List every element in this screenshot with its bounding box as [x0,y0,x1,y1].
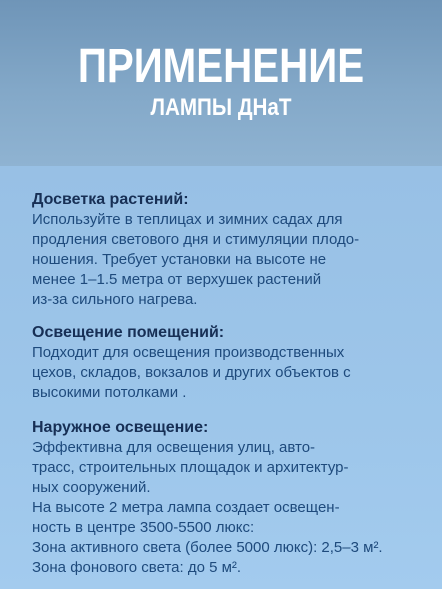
body-line: ных сооружений. [32,479,151,496]
body-line: На высоте 2 метра лампа создает освещен- [32,499,340,516]
section-title: Досветка растений: [32,191,189,208]
page-title: ПРИМЕНЕНИЕ [77,40,365,93]
section-body [32,438,413,578]
body-line: менее 1–1.5 метра от верхушек растений [32,271,322,288]
page-subtitle: ЛАМПЫ ДНаТ [150,94,292,121]
section-body [32,210,413,310]
body-line: Зона фонового света: до 5 м². [32,559,242,576]
header-banner [0,0,442,166]
body-line: Подходит для освещения производственных [32,344,345,361]
body-line: ношения. Требует установки на высоте не [32,251,327,268]
body-line: Эффективна для освещения улиц, авто- [32,439,316,456]
body-line: трасс, строительных площадок и архитектур- [32,459,349,476]
section-title: Освещение помещений: [32,324,225,341]
body-line: из-за сильного нагрева. [32,291,198,308]
section-title: Наружное освещение: [32,419,209,436]
section-plant-lighting [32,190,413,310]
body-line: Используйте в теплицах и зимних садах для [32,211,343,228]
body-line: высокими потолками . [32,384,187,401]
body-line: продления светового дня и стимуляции плодо- [32,231,360,248]
section-outdoor-lighting [32,418,413,578]
body-line: Зона активного света (более 5000 люкс): 2,5–3 м². [32,539,383,556]
body-line: цехов, складов, вокзалов и других объектов с [32,364,351,381]
body-line: ность в центре 3500-5500 люкс: [32,519,255,536]
section-body [32,343,413,403]
section-indoor-lighting [32,323,413,403]
